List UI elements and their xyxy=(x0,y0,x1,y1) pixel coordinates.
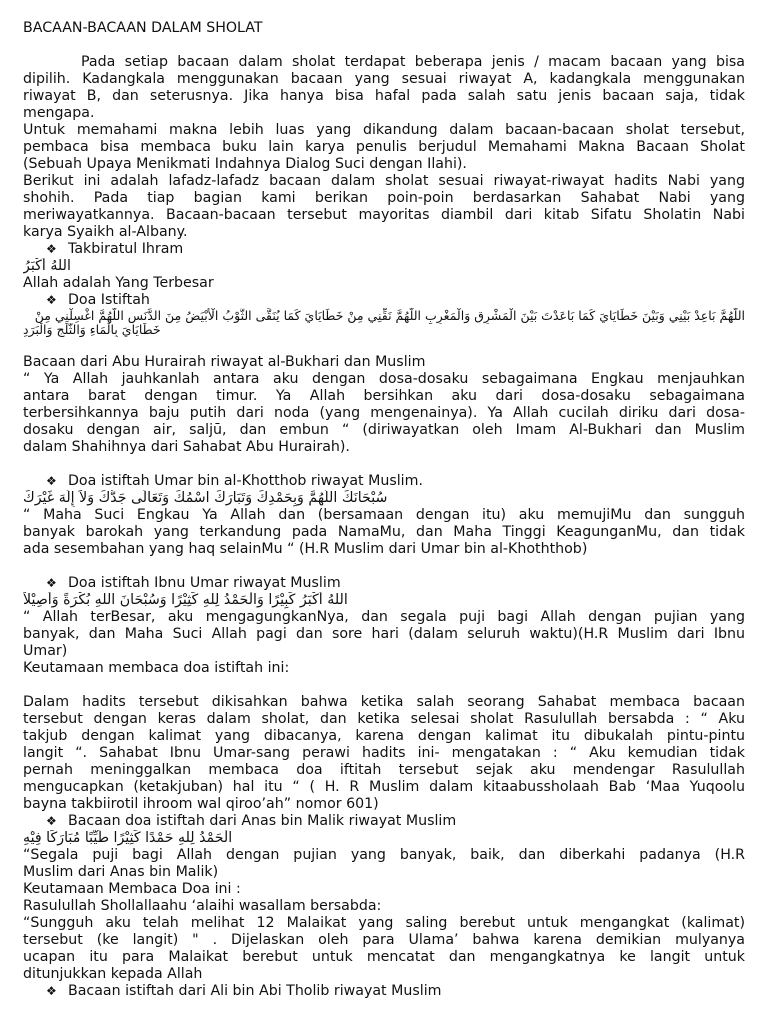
diamond-bullet-icon: ❖ xyxy=(46,242,57,256)
translation-line: “ Ya Allah jauhkanlah antara aku dengan dosa-dosaku sebagaimana Engkau menjauhkan xyxy=(23,371,745,387)
keutamaan-line: tersebut dengan keras dalam sholat, dan ketika selesai sholat Rasulullah bersabda : “ Aku xyxy=(23,711,745,727)
translation-line: “ Allah terBesar, aku mengagungkanNya, dan segala puji bagi Allah dengan pujian yang xyxy=(23,609,745,625)
bullet-label: Doa Istiftah xyxy=(68,292,150,308)
bullet-doa-istiftah xyxy=(46,292,150,309)
translation-line: dosaku dengan air, saljū, dan embun “ (diriwayatkan oleh Imam Al-Bukhari dan Muslim xyxy=(23,422,745,438)
keutamaan-line: Dalam hadits tersebut dikisahkan bahwa ketika salah seorang Sahabat membaca bacaan xyxy=(23,694,745,710)
reference-line: (Sebuah Upaya Menikmati Indahnya Dialog Suci dengan Ilahi). xyxy=(23,156,467,172)
arabic-doa-ibnu-umar: اللهُ أَكْبَرُ كَبِيْرًا وَالْحَمْدُ لِلهِ كَثِيْرًا وَسُبْحَانَ اللهِ بُكْرَةً وَأَصِيْلاً xyxy=(23,592,348,608)
keutamaan-line: langit “. Sahabat Ibnu Umar-sang perawi hadits ini- mengatakan : “ Aku kemudian tidak xyxy=(23,745,745,761)
bullet-label: Doa istiftah Ibnu Umar riwayat Muslim xyxy=(68,575,341,591)
arabic-doa-umar: سُبْحَانَكَ اللَّهُمَّ وَبِحَمْدِكَ وَتَبَارَكَ اسْمُكَ وَتَعَالَى جَدُّكَ وَلاَ إِلَهَ غَيْرَكَ xyxy=(23,490,388,506)
keutamaan-line: ucapan itu para Malaikat berebut untuk mencatat dan mengangkatnya ke langit untuk xyxy=(23,949,745,965)
intro-line: Pada setiap bacaan dalam sholat terdapat beberapa jenis / macam bacaan yang bisa xyxy=(81,54,745,70)
source-line: Berikut ini adalah lafadz-lafadz bacaan dalam sholat sesuai riwayat-riwayat hadits Nabi yang xyxy=(23,173,745,189)
keutamaan-line: tersebut (ke langit) " . Dijelaskan oleh para Ulama’ bahwa karena demikian mulyanya xyxy=(23,932,745,948)
hadith-source: Bacaan dari Abu Hurairah riwayat al-Bukhari dan Muslim xyxy=(23,354,426,370)
reference-line: Untuk memahami makna lebih luas yang dikandung dalam bacaan-bacaan sholat tersebut, xyxy=(23,122,745,138)
source-line: shohih. Pada tiap bagian kami berikan poin-poin berdasarkan Sahabat Nabi yang xyxy=(23,190,745,206)
source-line: karya Syaikh al-Albany. xyxy=(23,224,188,240)
arabic-istiftah-line-2: خَطَايَايَ بِالْمَاءِ وَالثَّلْجِ وَالْبَرَدِ xyxy=(23,323,161,337)
bullet-doa-ibnu-umar xyxy=(46,575,341,592)
keutamaan-heading: Keutamaan membaca doa istiftah ini: xyxy=(23,660,290,676)
arabic-istiftah-line-1: اللَّهُمَّ بَاعِدْ بَيْنِي وَبَيْنَ خَطَايَايَ كَمَا بَاعَدْتَ بَيْنَ الْمَشْرِقِ وَالْمَغْرِبِ اللَّهُمَّ نَقِّنِي مِنْ خَطَايَايَ كَمَا يُنَقَّى الثَّوْبُ الْأَبْيَضُ مِنَ الدَّنَسِ اللَّهُمَّ اغْسِلْنِي مِنْ xyxy=(34,308,745,323)
translation-line: dalam Shahihnya dari Sahabat Abu Hurairah). xyxy=(23,439,350,455)
rasul-quote-intro: Rasulullah Shollallaahu ‘alaihi wasallam bersabda: xyxy=(23,898,382,914)
takbir-meaning: Allah adalah Yang Terbesar xyxy=(23,275,214,291)
translation-line: “ Maha Suci Engkau Ya Allah dan (bersamaan dengan itu) aku memujiMu dan sungguh xyxy=(23,507,745,523)
bullet-doa-ali xyxy=(46,983,441,1000)
diamond-bullet-icon: ❖ xyxy=(46,293,57,307)
document-title: BACAAN-BACAAN DALAM SHOLAT xyxy=(23,20,263,36)
intro-line: mengapa. xyxy=(23,105,95,121)
bullet-label: Bacaan doa istiftah dari Anas bin Malik riwayat Muslim xyxy=(68,813,457,829)
translation-line: Umar) xyxy=(23,643,68,659)
bullet-doa-umar xyxy=(46,473,423,490)
arabic-takbir: اللهُ أَكْبَرُ xyxy=(23,258,71,274)
diamond-bullet-icon: ❖ xyxy=(46,474,57,488)
keutamaan-line: pernah meninggalkan membaca doa iftitah tersebut sejak aku mendengar Rasulullah xyxy=(23,762,745,778)
bullet-doa-anas xyxy=(46,813,456,830)
reference-line: pembaca bisa membaca buku lain karya penulis berjudul Memahami Makna Bacaan Sholat xyxy=(23,139,745,155)
keutamaan-line: mengucapkan (ketakjuban) hal itu “ ( H. R Muslim dalam kitaabussholaah Bab ‘Maa Yuqoolu xyxy=(23,779,745,795)
source-line: meriwayatkannya. Bacaan-bacaan tersebut mayoritas diambil dari kitab Sifatu Sholatin Nabi xyxy=(23,207,745,223)
diamond-bullet-icon: ❖ xyxy=(46,576,57,590)
keutamaan-line: “Sungguh aku telah melihat 12 Malaikat yang saling berebut untuk mengangkat (kalimat) xyxy=(23,915,745,931)
diamond-bullet-icon: ❖ xyxy=(46,814,57,828)
keutamaan-line: ditunjukkan kepada Allah xyxy=(23,966,203,982)
arabic-doa-anas: الْحَمْدُ لِلهِ حَمْدًا كَثِيْرًا طَيِّبًا مُبَارَكًا فِيْهِ xyxy=(23,830,233,846)
keutamaan-line: takjub dengan kalimat yang dibacanya, karena dengan kalimat itu dibukalah pintu-pintu xyxy=(23,728,745,744)
keutamaan-line: bayna takbiirotil ihroom wal qiroo’ah” nomor 601) xyxy=(23,796,379,812)
bullet-label: Bacaan istiftah dari Ali bin Abi Tholib riwayat Muslim xyxy=(68,983,442,999)
translation-line: ada sesembahan yang haq selainMu “ (H.R Muslim dari Umar bin al-Khoththob) xyxy=(23,541,588,557)
bullet-takbiratul-ihram xyxy=(46,241,183,258)
bullet-label: Doa istiftah Umar bin al-Khotthob riwayat Muslim. xyxy=(68,473,423,489)
translation-line: “Segala puji bagi Allah dengan pujian yang banyak, baik, dan diberkahi padanya (H.R xyxy=(23,847,745,863)
translation-line: banyak, dan Maha Suci Allah pagi dan sore hari (dalam seluruh waktu)(H.R Muslim dari Ibnu xyxy=(23,626,745,642)
bullet-label: Takbiratul Ihram xyxy=(68,241,184,257)
intro-line: riwayat B, dan seterusnya. Jika hanya bisa hafal pada salah satu jenis bacaan saja, tidak xyxy=(23,88,745,104)
translation-line: terbersihkannya baju putih dari noda (yang mengenainya). Ya Allah cucilah diriku dari dosa- xyxy=(23,405,745,421)
intro-line: dipilih. Kadangkala menggunakan bacaan yang sesuai riwayat A, kadangkala menggunakan xyxy=(23,71,745,87)
translation-line: Muslim dari Anas bin Malik) xyxy=(23,864,219,880)
translation-line: antara barat dengan timur. Ya Allah bersihkan aku dari dosa-dosaku sebagaimana xyxy=(23,388,745,404)
translation-line: banyak barokah yang terkandung pada NamaMu, dan Maha Tinggi KeagunganMu, dan tidak xyxy=(23,524,745,540)
diamond-bullet-icon: ❖ xyxy=(46,984,57,998)
keutamaan-heading: Keutamaan Membaca Doa ini : xyxy=(23,881,241,897)
